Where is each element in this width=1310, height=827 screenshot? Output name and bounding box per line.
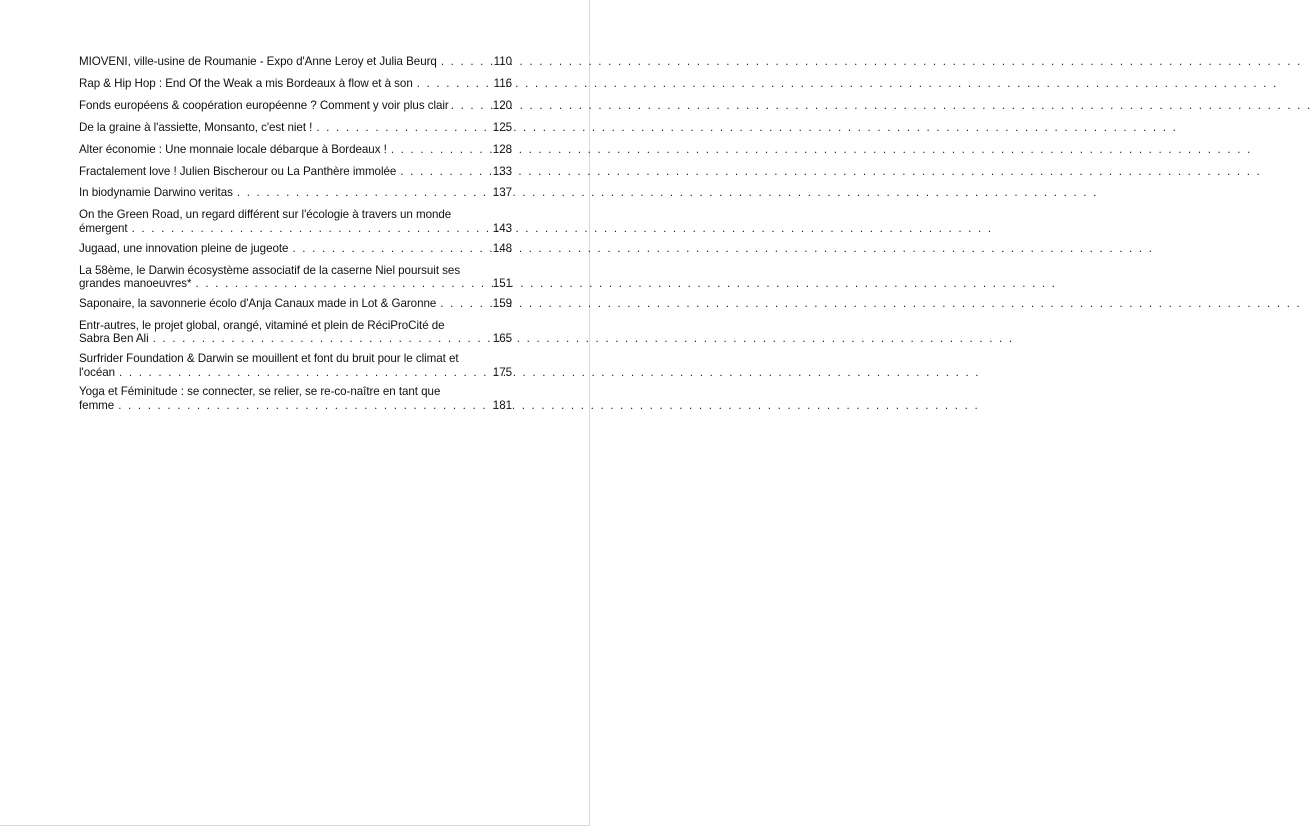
toc-entry-rap-hip-hop [79, 77, 512, 90]
table-of-contents [79, 55, 512, 419]
dot-leader [440, 297, 490, 310]
toc-entry-page: 137 [492, 186, 512, 200]
toc-entry-title-line2: grandes manoeuvres* [79, 276, 192, 290]
toc-entry-page: 116 [493, 76, 512, 90]
toc-entry-title: Jugaad, une innovation pleine de jugeote [79, 241, 289, 255]
toc-entry-fonds-europeens [79, 99, 512, 112]
dot-leader [391, 143, 490, 156]
toc-entry-title-line1: Entr-autres, le projet global, orangé, vitaminé et plein de RéciProCité de [79, 318, 445, 332]
toc-entry-page: 165 [492, 332, 512, 346]
toc-entry-page: 125 [492, 120, 512, 134]
toc-entry-page: 110 [493, 55, 512, 68]
toc-entry-page: 133 [492, 164, 512, 178]
toc-entry-monnaie-locale [79, 143, 512, 156]
dot-leader [119, 366, 490, 379]
toc-entry-title-line2: émergent [79, 221, 128, 235]
toc-entry-page: 128 [492, 142, 512, 156]
dot-leader [153, 332, 490, 345]
dot-leader [451, 99, 490, 112]
dot-leader [237, 186, 490, 199]
toc-entry-title: Saponaire, la savonnerie écolo d'Anja Canaux made in Lot & Garonne [79, 296, 437, 310]
dot-leader [417, 77, 491, 90]
toc-entry-page: 151 [492, 276, 512, 290]
toc-entry-title-line1: La 58ème, le Darwin écosystème associatif de la caserne Niel poursuit ses [79, 263, 461, 277]
toc-entry-mioveni [79, 55, 512, 68]
dot-leader [292, 242, 489, 255]
toc-entry-title-line2: l'océan [79, 365, 116, 379]
toc-entry-jugaad [79, 242, 512, 255]
toc-entry-page: 159 [492, 296, 512, 310]
toc-entry-title: Alter économie : Une monnaie locale débarque à Bordeaux ! [79, 142, 387, 156]
toc-entry-biodynamie [79, 186, 512, 199]
toc-entry-title: Fonds européens & coopération européenne ? Comment y voir plus clair [79, 98, 449, 112]
toc-entry-green-road [79, 208, 512, 235]
toc-entry-title-line2: Sabra Ben Ali [79, 332, 149, 346]
toc-entry-58eme [79, 264, 512, 291]
dot-leader [441, 55, 491, 68]
dot-leader [400, 165, 490, 178]
toc-entry-title-line1: Surfrider Foundation & Darwin se mouillent et font du bruit pour le climat et [79, 352, 459, 366]
toc-entry-title: MIOVENI, ville-usine de Roumanie - Expo d'Anne Leroy et Julia Beurq [79, 55, 437, 68]
toc-entry-title: Fractalement love ! Julien Bischerour ou La Panthère immolée [79, 164, 397, 178]
toc-entry-title: In biodynamie Darwino veritas [79, 186, 233, 200]
dot-leader [118, 399, 490, 412]
toc-entry-title-line2: femme [79, 398, 115, 412]
toc-entry-title: De la graine à l'assiette, Monsanto, c'est niet ! [79, 120, 313, 134]
toc-entry-fractalement-love [79, 165, 512, 178]
toc-entry-yoga [79, 385, 512, 412]
toc-entry-title-line1: On the Green Road, un regard différent sur l'écologie à travers un monde [79, 208, 452, 222]
toc-entry-monsanto [79, 121, 512, 134]
toc-entry-surfrider [79, 352, 512, 379]
dot-leader [132, 222, 490, 235]
toc-entry-page: 175 [492, 365, 512, 379]
toc-entry-page: 120 [492, 98, 512, 112]
toc-entry-entr-autres [79, 319, 512, 346]
toc-entry-page: 181 [492, 398, 512, 412]
toc-entry-title: Rap & Hip Hop : End Of the Weak a mis Bordeaux à flow et à son [79, 76, 413, 90]
toc-entry-page: 148 [492, 241, 512, 255]
toc-entry-page: 143 [492, 221, 512, 235]
dot-leader [316, 121, 489, 134]
document-page [0, 0, 590, 826]
dot-leader [195, 277, 489, 290]
toc-entry-title-line1: Yoga et Féminitude : se connecter, se relier, se re-co-naître en tant que [79, 385, 441, 399]
toc-entry-saponaire [79, 297, 512, 310]
